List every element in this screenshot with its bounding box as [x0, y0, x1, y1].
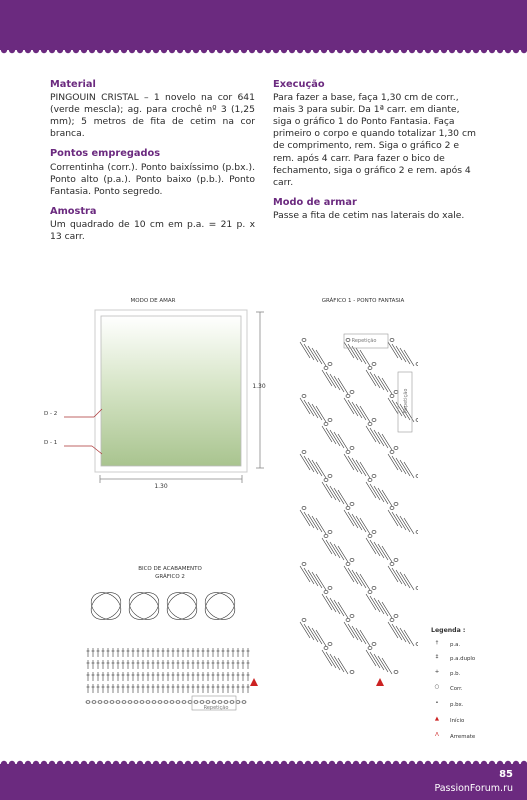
pontos-text: Correntinha (corr.). Ponto baixíssimo (p.bx.). Ponto alto (p.a.). Ponto baixo (p.b.). Ponto Fantasia. Ponto segredo. [50, 161, 255, 197]
legend-item: + p.b. [430, 669, 510, 681]
pa-icon: † [435, 640, 439, 646]
legend-item: ‡ p.a.duplo [430, 654, 510, 666]
label-d1: D - 1 [44, 440, 58, 446]
grafico2-caption-1: BICO DE ACABAMENTO [138, 566, 202, 572]
execucao-heading: Execução [273, 79, 325, 90]
grafico2-rep: Repetição [203, 705, 229, 711]
slip-stitch-icon: • [435, 700, 439, 706]
scalloped-edge [0, 48, 527, 56]
right-column [273, 79, 478, 230]
bottom-banner [0, 764, 527, 800]
dim-bottom-label: 1.30 [154, 483, 168, 490]
legend-item: • p.bx. [430, 700, 510, 712]
pontos-heading: Pontos empregados [50, 148, 161, 160]
legend-title: Legenda : [431, 627, 466, 634]
top-banner [0, 0, 527, 50]
grafico1-caption: GRÁFICO 1 - PONTO FANTASIA [321, 298, 405, 304]
legend-item: ○ Corr. [430, 684, 510, 696]
left-column [50, 79, 255, 251]
modo-text: Passe a fita de cetim nas laterais do xale. [273, 209, 465, 221]
grafico2-chart [84, 584, 264, 720]
dim-side-label: 1.30 [252, 383, 266, 390]
pb-icon: + [434, 669, 440, 675]
label-d2: D - 2 [44, 411, 58, 417]
grafico2-caption-2: GRÁFICO 2 [155, 574, 185, 580]
page-number: 85 [499, 769, 513, 780]
scalloped-edge [0, 758, 527, 766]
amostra-text: Um quadrado de 10 cm em p.a. = 21 p. x 13 carr. [50, 218, 255, 243]
start-arrow-icon: ▲ [434, 716, 440, 722]
modo-diagram-caption: MODO DE AMAR [130, 298, 176, 304]
grafico1-chart [288, 332, 418, 700]
legend-item: ▲ Início [430, 716, 510, 728]
pa-duplo-icon: ‡ [435, 654, 439, 660]
modo-diagram [30, 308, 280, 498]
material-heading: Material [50, 79, 96, 90]
shawl-panel [101, 316, 241, 466]
legend-item: † p.a. [430, 640, 510, 652]
finish-arrow-icon: Λ [435, 732, 439, 738]
grafico1-rep-top: Repetição [351, 338, 377, 344]
site-watermark: PassionForum.ru [434, 783, 513, 794]
chain-icon: ○ [434, 684, 440, 690]
execucao-text: Para fazer a base, faça 1,30 cm de corr., mais 3 para subir. Da 1ª carr. em diante, siga o gráfico 1 do Ponto Fantasia. Faça primeiro o corpo e quando totalizar 1,30 cm de comprimento, rem. Siga o gráfico 2 e rem. após 4 carr. Para fazer o bico de fechamento, siga o gráfico 2 e rem. após 4 carr. [273, 92, 476, 188]
legend-item: Λ Arremate [430, 732, 510, 744]
grafico1-rep-side: Repetição [403, 388, 409, 414]
amostra-heading: Amostra [50, 205, 97, 217]
modo-heading: Modo de armar [273, 196, 357, 208]
material-text: PINGOUIN CRISTAL – 1 novelo na cor 641 (verde mescla); ag. para crochê nº 3 (1,25 mm); 5 metros de fita de cetim na cor branca. [50, 92, 255, 140]
